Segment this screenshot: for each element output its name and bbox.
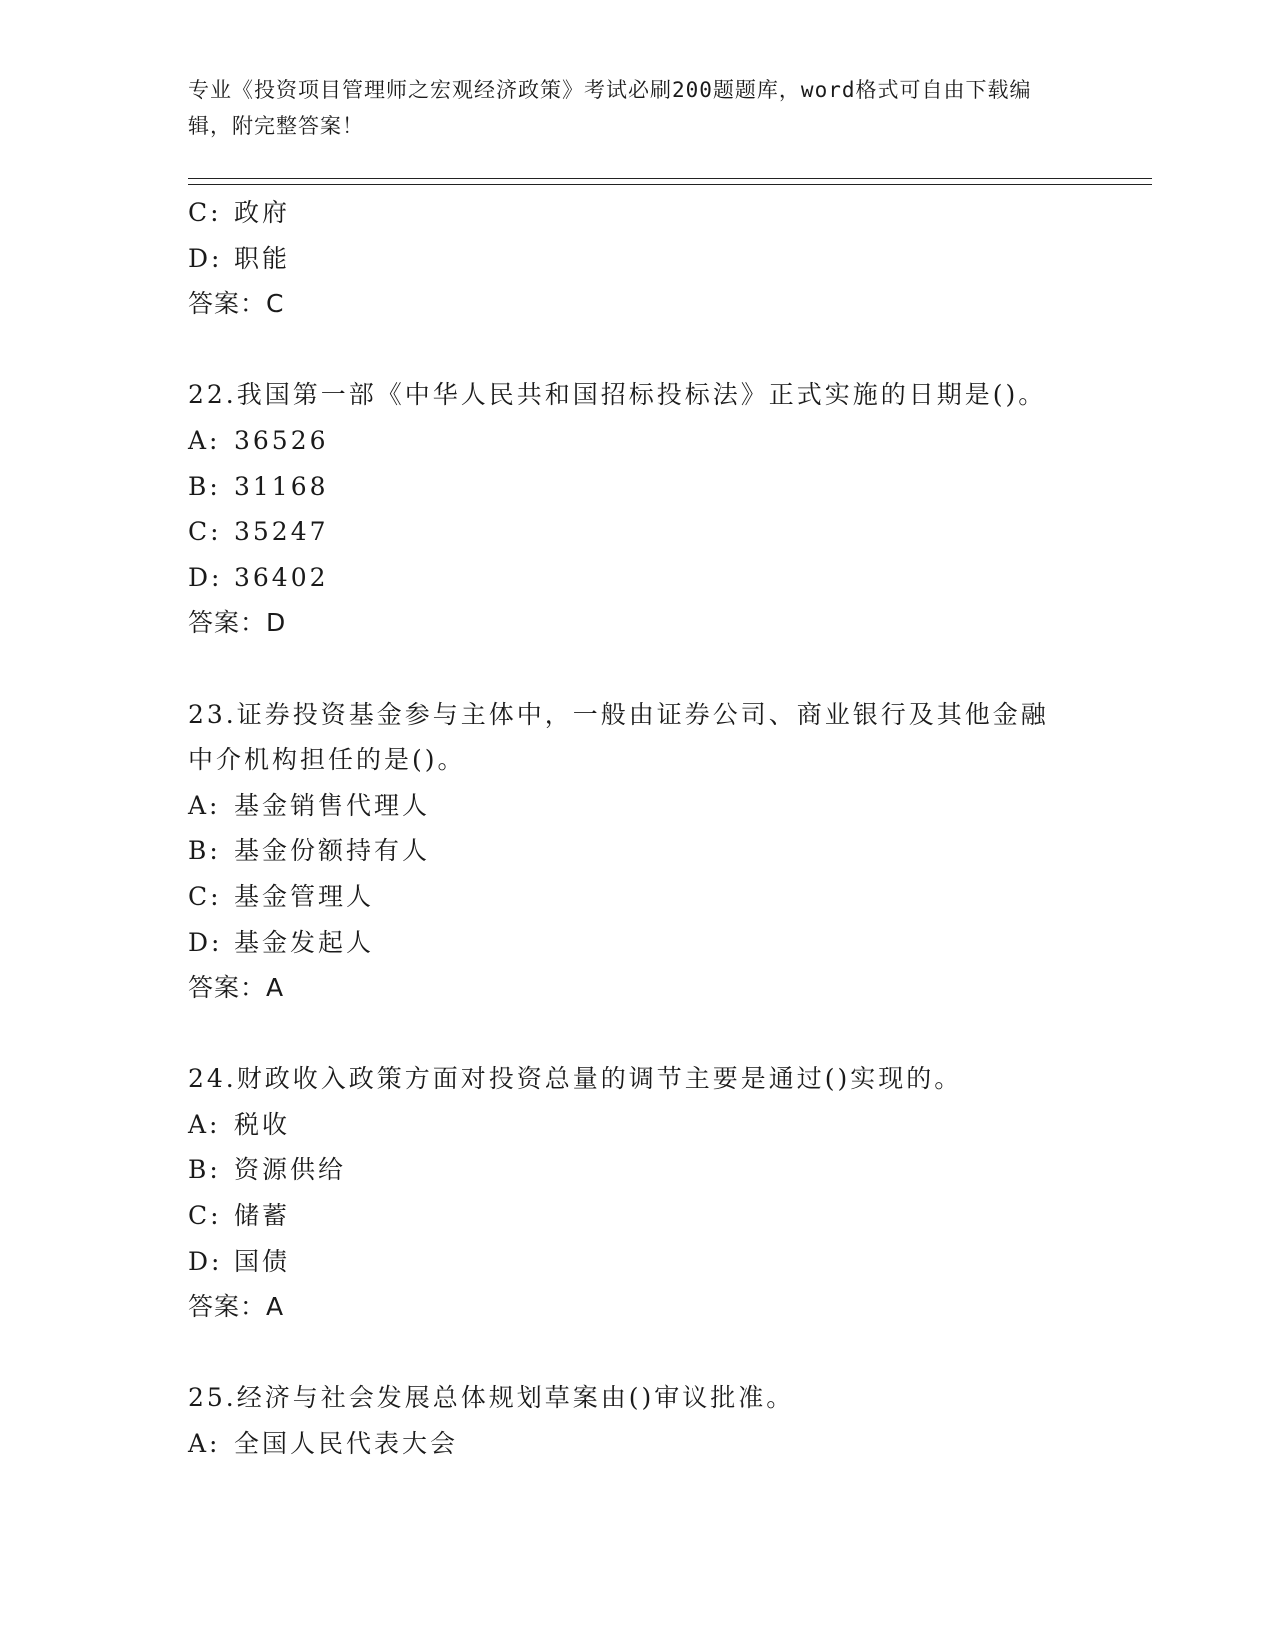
option-text: 基金销售代理人 bbox=[234, 790, 431, 820]
option-label: C: bbox=[188, 198, 222, 227]
question-22 bbox=[188, 372, 1088, 646]
header-divider-bottom bbox=[188, 184, 1152, 185]
question-stem-line-2: 中介机构担任的是()。 bbox=[188, 745, 466, 775]
option-b bbox=[188, 828, 1088, 874]
previous-question-tail bbox=[188, 190, 1088, 327]
option-text: 储蓄 bbox=[234, 1201, 291, 1231]
option-label: A: bbox=[188, 1109, 221, 1139]
option-text: 政府 bbox=[234, 198, 291, 227]
option-label: C: bbox=[188, 1201, 222, 1231]
header-divider-top bbox=[188, 178, 1152, 179]
question-stem: 22.我国第一部《中华人民共和国招标投标法》正式实施的日期是()。 bbox=[188, 380, 1047, 410]
option-label: D: bbox=[188, 927, 223, 957]
option-label: C: bbox=[188, 517, 222, 547]
option-label: B: bbox=[188, 471, 221, 501]
question-stem: 25.经济与社会发展总体规划草案由()审议批准。 bbox=[188, 1383, 795, 1413]
option-label: B: bbox=[188, 1155, 221, 1185]
option-d bbox=[188, 1239, 1088, 1285]
option-label: C: bbox=[188, 881, 222, 911]
answer-line: 答案：A bbox=[188, 1292, 285, 1322]
question-25 bbox=[188, 1375, 1088, 1466]
option-text: 36402 bbox=[234, 562, 329, 592]
question-list bbox=[188, 190, 1088, 1467]
option-text: 36526 bbox=[234, 425, 329, 455]
option-text: 35247 bbox=[234, 517, 329, 547]
option-text: 全国人民代表大会 bbox=[234, 1429, 459, 1459]
option-b bbox=[188, 464, 1088, 510]
option-a bbox=[188, 783, 1088, 829]
option-a bbox=[188, 1102, 1088, 1148]
option-c bbox=[188, 1193, 1088, 1239]
option-label: A: bbox=[188, 425, 221, 455]
option-d bbox=[188, 236, 1088, 282]
option-a bbox=[188, 1421, 1088, 1467]
answer-line: 答案：D bbox=[188, 608, 287, 638]
question-stem-line-1: 23.证券投资基金参与主体中，一般由证券公司、商业银行及其他金融 bbox=[188, 699, 1049, 729]
option-c bbox=[188, 190, 1088, 236]
option-label: D: bbox=[188, 1246, 223, 1276]
option-text: 基金份额持有人 bbox=[234, 836, 431, 866]
option-text: 31168 bbox=[234, 471, 329, 501]
answer-line: 答案：A bbox=[188, 973, 285, 1003]
question-23 bbox=[188, 692, 1088, 1011]
option-text: 基金发起人 bbox=[234, 927, 375, 957]
option-d bbox=[188, 920, 1088, 966]
option-b bbox=[188, 1147, 1088, 1193]
option-a bbox=[188, 418, 1088, 464]
question-24 bbox=[188, 1056, 1088, 1330]
option-text: 资源供给 bbox=[234, 1155, 347, 1185]
option-text: 基金管理人 bbox=[234, 881, 375, 911]
option-label: A: bbox=[188, 790, 221, 820]
document-header: 专业《投资项目管理师之宏观经济政策》考试必刷200题题库，word格式可自由下载编辑，附完整答案！ bbox=[188, 78, 1032, 138]
option-c bbox=[188, 509, 1088, 555]
option-c bbox=[188, 874, 1088, 920]
question-stem: 24.财政收入政策方面对投资总量的调节主要是通过()实现的。 bbox=[188, 1064, 963, 1094]
option-label: D: bbox=[188, 243, 223, 273]
option-text: 国债 bbox=[234, 1246, 291, 1276]
option-d bbox=[188, 555, 1088, 601]
option-label: B: bbox=[188, 836, 221, 866]
option-text: 税收 bbox=[234, 1109, 291, 1139]
option-text: 职能 bbox=[234, 243, 291, 273]
option-label: D: bbox=[188, 562, 223, 592]
answer-line: 答案：C bbox=[188, 289, 285, 319]
option-label: A: bbox=[188, 1429, 221, 1459]
